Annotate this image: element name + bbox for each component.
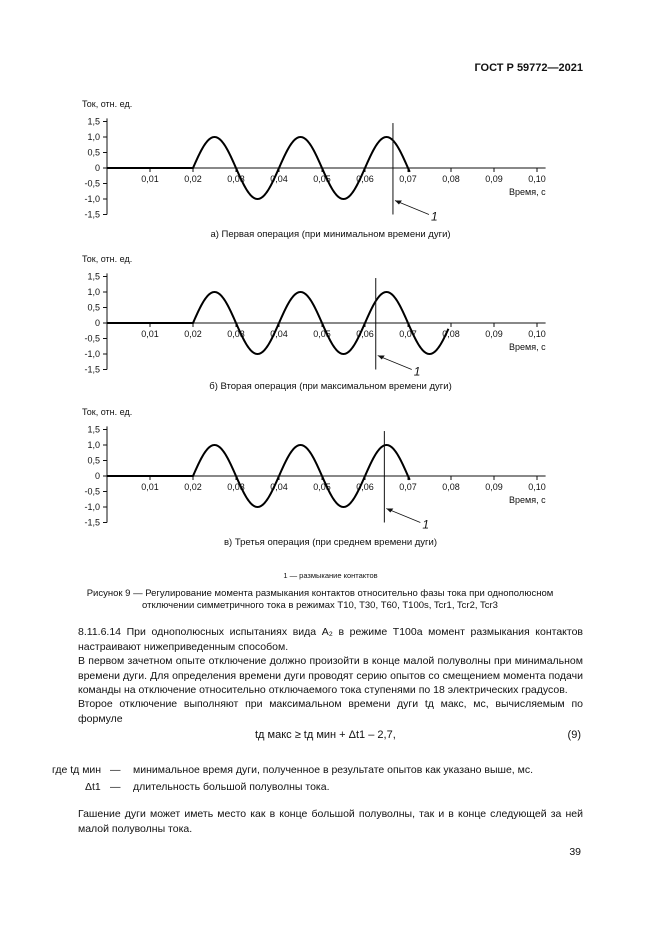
chart-second-operation xyxy=(0,250,661,400)
x-tick-label: 0,08 xyxy=(442,174,460,184)
y-tick-label: -1,5 xyxy=(84,364,100,375)
x-tick-label: 0,04 xyxy=(270,174,288,184)
y-tick-label: -1,0 xyxy=(84,194,100,204)
definition-lead-dt: Δt1 xyxy=(85,781,101,793)
x-tick-label: 0,05 xyxy=(313,482,331,492)
x-tick-label: 0,03 xyxy=(227,329,245,339)
marker-arrowhead xyxy=(395,201,402,205)
caption-second-operation: б) Вторая операция (при максимальном времени дуги) xyxy=(209,381,452,392)
paragraph-arc-extinction: Гашение дуги может иметь место как в конце большой полуволны, так и в конце следующей за ней малой полуволны тока. xyxy=(78,808,583,835)
y-tick-label: 0 xyxy=(94,318,100,328)
formula-9: tд макс ≥ tд мин + Δt1 – 2,7, xyxy=(255,729,396,741)
y-tick-label: -1,0 xyxy=(84,502,100,512)
x-tick-label: 0,07 xyxy=(399,329,417,339)
y-tick-label: 1,5 xyxy=(87,271,100,282)
x-tick-label: 0,02 xyxy=(184,174,202,184)
x-axis-label: Время, с xyxy=(509,187,546,197)
marker-arrowhead xyxy=(386,509,393,513)
caption-first-operation: а) Первая операция (при минимальном времени дуги) xyxy=(210,229,451,240)
paragraph-second-test: Второе отключение выполняют при максимальном времени дуги tд макс, мс, вычисляемым по формуле xyxy=(78,698,583,725)
x-tick-label: 0,06 xyxy=(356,329,374,339)
x-tick-label: 0,07 xyxy=(399,482,417,492)
x-tick-label: 0,04 xyxy=(270,329,288,339)
chart-third-operation xyxy=(0,403,661,553)
caption-third-operation: в) Третья операция (при среднем времени дуги) xyxy=(223,537,437,548)
y-tick-label: -0,5 xyxy=(84,178,100,189)
x-tick-label: 0,01 xyxy=(141,329,159,339)
paragraph-8-11-6-14: 8.11.6.14 При однополюсных испытаниях вида A₂ в режиме Т100а момент размыкания контактов настраивают нижеприведенным способом. xyxy=(78,626,583,653)
y-tick-label: 0 xyxy=(94,471,100,481)
x-tick-label: 0,08 xyxy=(442,329,460,339)
x-tick-label: 0,05 xyxy=(313,174,331,184)
marker-number-label: 1 xyxy=(430,209,438,224)
y-tick-label: 1,5 xyxy=(87,116,100,127)
definition-dash: — xyxy=(110,781,121,793)
y-axis-label: Ток, отн. ед. xyxy=(82,99,133,109)
x-tick-label: 0,10 xyxy=(528,482,546,492)
marker-arrowhead xyxy=(378,356,385,360)
y-axis-label: Ток, отн. ед. xyxy=(82,407,133,417)
x-tick-label: 0,09 xyxy=(485,329,503,339)
x-tick-label: 0,06 xyxy=(356,482,374,492)
x-tick-label: 0,02 xyxy=(184,329,202,339)
y-tick-label: 1,0 xyxy=(87,287,100,297)
figure-legend: 1 — размыкание контактов xyxy=(283,571,378,580)
y-tick-label: 1,5 xyxy=(87,424,100,435)
x-axis-label: Время, с xyxy=(509,495,546,505)
marker-number-label: 1 xyxy=(413,364,421,379)
y-tick-label: -1,5 xyxy=(84,517,100,528)
x-tick-label: 0,01 xyxy=(141,174,159,184)
page-number: 39 xyxy=(569,846,581,858)
x-axis-label: Время, с xyxy=(509,342,546,352)
formula-number: (9) xyxy=(567,729,581,741)
definition-lead-tmin: где tд мин xyxy=(52,764,102,776)
y-tick-label: 0,5 xyxy=(87,147,100,158)
marker-number-label: 1 xyxy=(422,517,430,532)
document-id: ГОСТ Р 59772—2021 xyxy=(474,62,583,74)
definition-dash: — xyxy=(110,764,121,776)
definition-text-dt: длительность большой полуволны тока. xyxy=(133,781,330,793)
y-tick-label: 1,0 xyxy=(87,132,100,142)
x-tick-label: 0,05 xyxy=(313,329,331,339)
x-tick-label: 0,07 xyxy=(399,174,417,184)
y-tick-label: 0,5 xyxy=(87,302,100,313)
figure-caption: Рисунок 9 — Регулирование момента размыкания контактов относительно фазы тока при однополюсном отключении симметричного тока в режимах Т10, Т30, Т60, Т100s, Tcr1, Tcr2, Tcr3 xyxy=(86,588,554,611)
x-tick-label: 0,03 xyxy=(227,482,245,492)
x-tick-label: 0,09 xyxy=(485,174,503,184)
x-tick-label: 0,06 xyxy=(356,174,374,184)
definition-text-tmin: минимальное время дуги, полученное в результате опытов как указано выше, мс. xyxy=(133,764,534,776)
y-tick-label: 0,5 xyxy=(87,455,100,466)
y-tick-label: -1,0 xyxy=(84,349,100,359)
x-tick-label: 0,10 xyxy=(528,329,546,339)
x-tick-label: 0,02 xyxy=(184,482,202,492)
x-tick-label: 0,03 xyxy=(227,174,245,184)
y-tick-label: 1,0 xyxy=(87,440,100,450)
y-tick-label: -0,5 xyxy=(84,333,100,344)
y-tick-label: 0 xyxy=(94,163,100,173)
y-tick-label: -1,5 xyxy=(84,209,100,220)
x-tick-label: 0,09 xyxy=(485,482,503,492)
chart-first-operation xyxy=(0,95,661,245)
x-tick-label: 0,04 xyxy=(270,482,288,492)
x-tick-label: 0,01 xyxy=(141,482,159,492)
x-tick-label: 0,08 xyxy=(442,482,460,492)
y-axis-label: Ток, отн. ед. xyxy=(82,254,133,264)
paragraph-first-test: В первом зачетном опыте отключение должно произойти в конце малой полуволны при минимальном времени дуги. Для определения времени дуги проводят серию опытов со смещением момента подачи команды на отключение относительно отключаемого тока ступенями по 18 электрических градусов. xyxy=(78,655,583,696)
x-tick-label: 0,10 xyxy=(528,174,546,184)
y-tick-label: -0,5 xyxy=(84,486,100,497)
